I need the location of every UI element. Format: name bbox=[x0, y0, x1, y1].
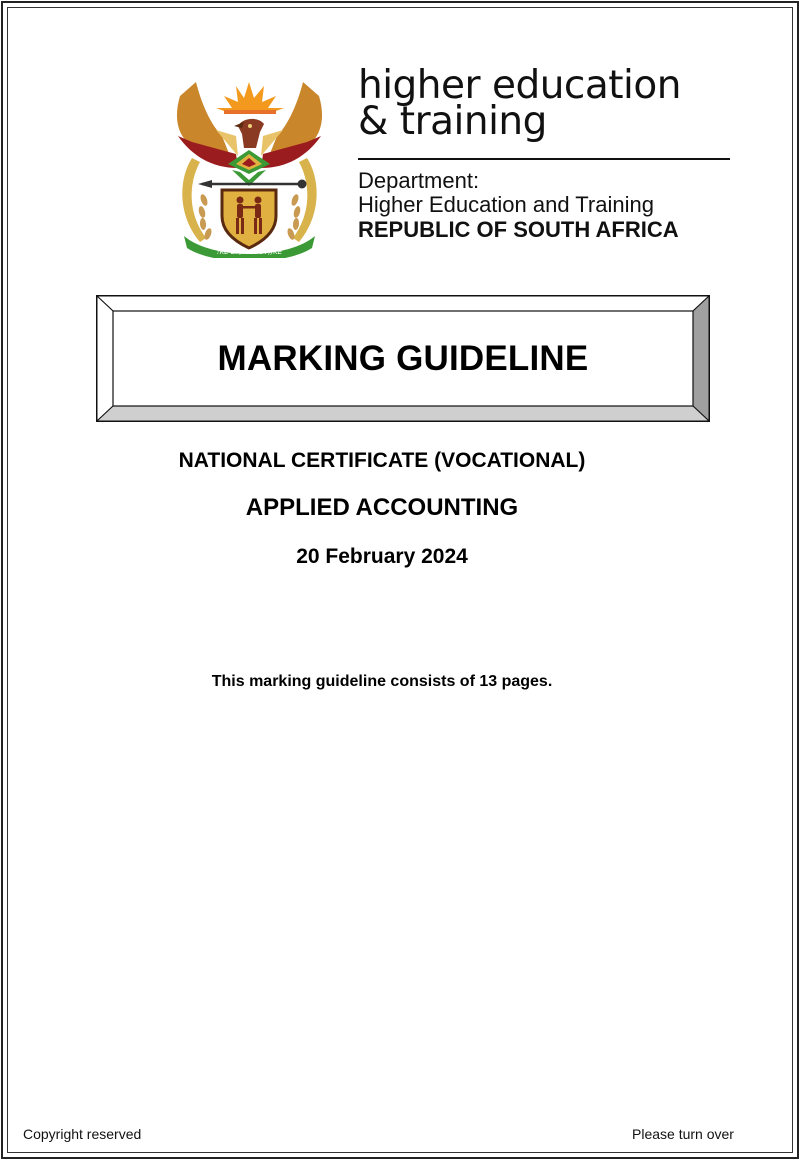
department-label: Department: bbox=[358, 168, 480, 193]
brand-divider bbox=[358, 158, 730, 160]
title-box bbox=[96, 295, 710, 422]
turn-over-notice: Please turn over bbox=[632, 1126, 734, 1142]
subject-name: APPLIED ACCOUNTING bbox=[245, 494, 519, 521]
department-name: Higher Education and Training bbox=[358, 192, 654, 217]
copyright-notice: Copyright reserved bbox=[23, 1126, 142, 1142]
sun-icon bbox=[216, 82, 284, 114]
shield-icon bbox=[222, 190, 276, 248]
page-title: MARKING GUIDELINE bbox=[217, 338, 589, 378]
department-branding bbox=[358, 63, 738, 242]
exam-date: 20 February 2024 bbox=[296, 545, 468, 568]
bird-head-icon bbox=[234, 119, 264, 148]
page-count-note: This marking guideline consists of 13 pages. bbox=[211, 673, 553, 690]
south-africa-coat-of-arms-icon bbox=[172, 76, 327, 258]
country-name: REPUBLIC OF SOUTH AFRICA bbox=[358, 217, 679, 242]
svg-text:!KE E: /XARRA //KE: !KE E: /XARRA //KE bbox=[216, 248, 283, 256]
brand-line-1: higher education bbox=[358, 63, 681, 108]
certificate-name: NATIONAL CERTIFICATE (VOCATIONAL) bbox=[178, 449, 586, 472]
brand-line-2: & training bbox=[358, 99, 547, 144]
